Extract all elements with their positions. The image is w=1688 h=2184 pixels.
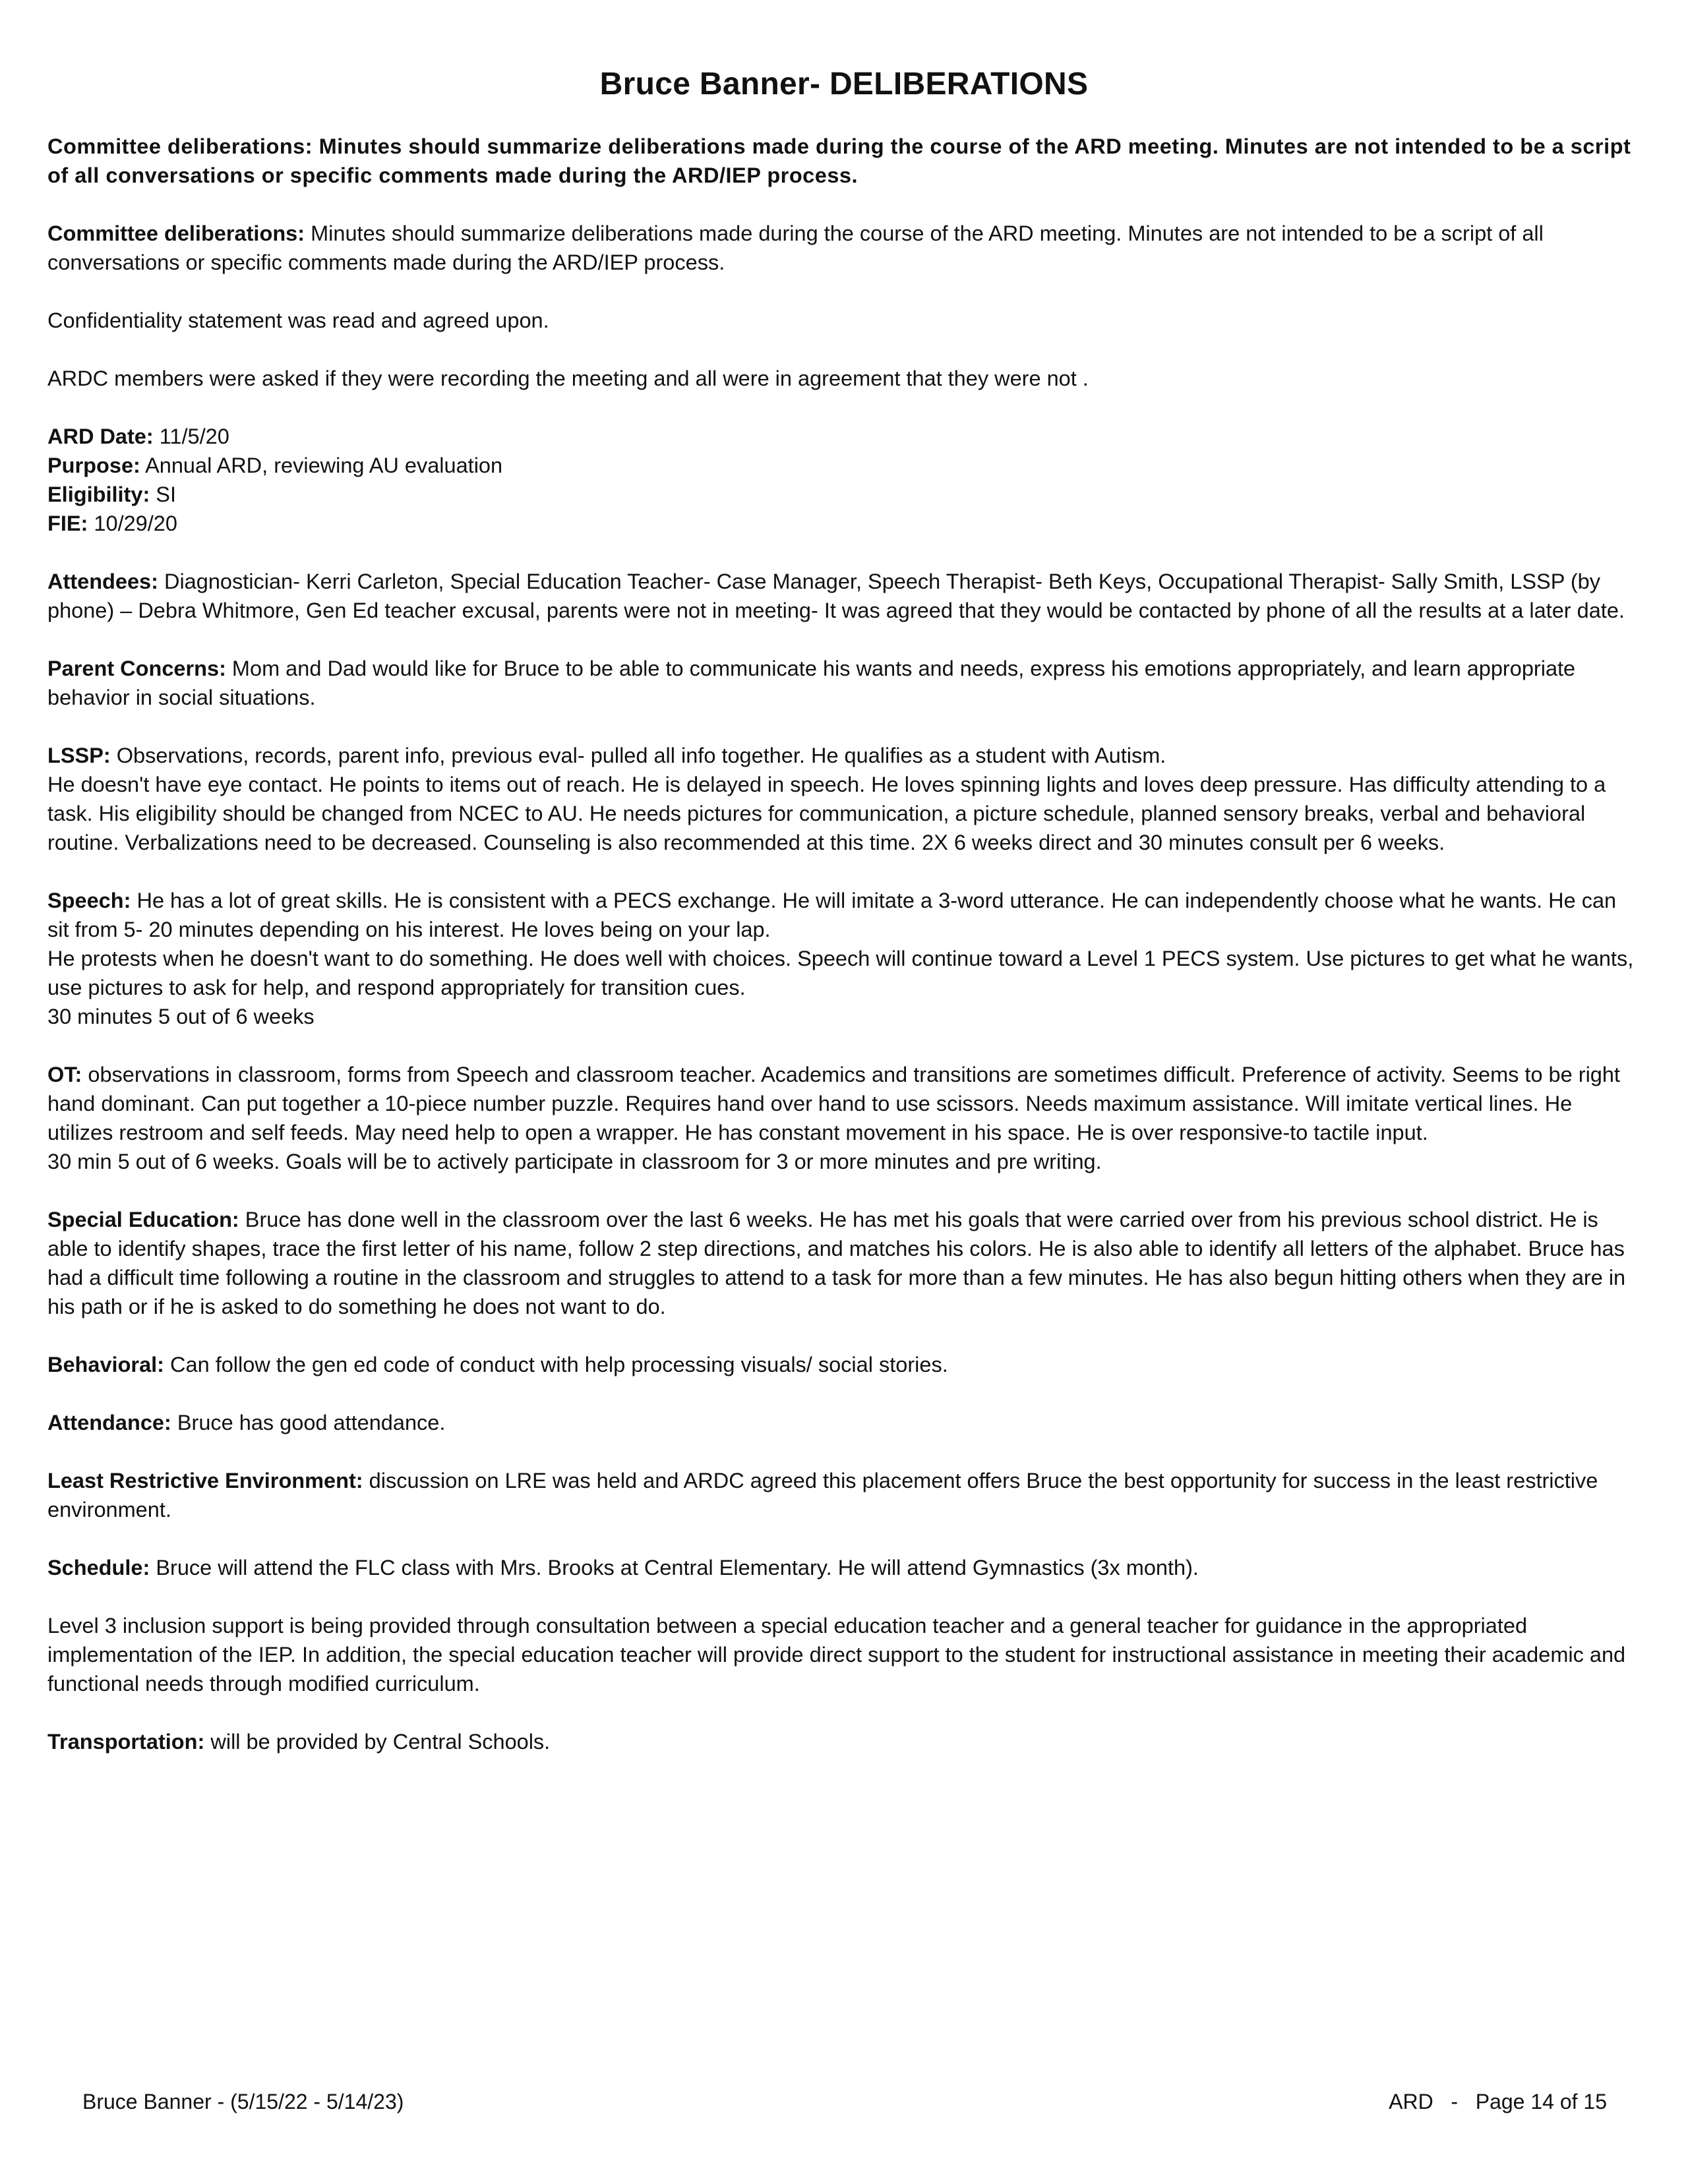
attendance-label: Attendance: [47, 1411, 171, 1434]
lre-text: discussion on LRE was held and ARDC agreed this placement offers Bruce the best opportunity for success in the least restrictive environment. [47, 1469, 1598, 1521]
behavioral-label: Behavioral: [47, 1353, 165, 1376]
schedule-label: Schedule: [47, 1556, 150, 1579]
attendees-text: Diagnostician- Kerri Carleton, Special Education Teacher- Case Manager, Speech Therapist- Beth Keys, Occupational Therapist- Sally Smith, LSSP (by phone) – Debra Whitmore, Gen Ed teacher excusal, parents were not in meeting- It was agreed that they would be contacted by phone of all the results at a later date. [47, 570, 1625, 622]
ard-date-line [47, 422, 1641, 451]
ot-line-1 [47, 1060, 1641, 1147]
fie-value: 10/29/20 [88, 512, 177, 535]
parent-concerns-section [47, 654, 1641, 712]
attendees-label: Attendees: [47, 570, 158, 593]
attendance-text: Bruce has good attendance. [171, 1411, 446, 1434]
ot-section [47, 1060, 1641, 1176]
transportation-text: will be provided by Central Schools. [204, 1730, 551, 1754]
lssp-text-2: He doesn't have eye contact. He points to items out of reach. He is delayed in speech. He loves spinning lights and loves deep pressure. Has difficulty attending to a task. His eligibility should be changed from NCEC to AU. He needs pictures for communication, a picture schedule, planned sensory breaks, verbal and behavioral routine. Verbalizations need to be decreased. Counseling is also recommended at this time. 2X 6 weeks direct and 30 minutes consult per 6 weeks. [47, 773, 1606, 854]
speech-section [47, 886, 1641, 1031]
lre-label: Least Restrictive Environment: [47, 1469, 363, 1492]
ot-text-2: 30 min 5 out of 6 weeks. Goals will be to actively participate in classroom for 3 or more minutes and pre writing. [47, 1150, 1102, 1173]
purpose-value: Annual ARD, reviewing AU evaluation [140, 454, 503, 477]
ot-text-1: observations in classroom, forms from Speech and classroom teacher. Academics and transitions are sometimes difficult. Preference of activity. Seems to be right hand dominant. Can put together a 10-piece number puzzle. Requires hand over hand to use scissors. Needs maximum assistance. Will imitate vertical lines. He utilizes restroom and self feeds. May need help to open a wrapper. He has constant movement in his space. He is over responsive-to tactile input. [47, 1063, 1620, 1144]
behavioral-section [47, 1350, 1641, 1379]
confidentiality-statement: Confidentiality statement was read and agreed upon. [47, 309, 549, 332]
speech-text-3: 30 minutes 5 out of 6 weeks [47, 1005, 315, 1028]
fie-label: FIE: [47, 512, 88, 535]
transportation-label: Transportation: [47, 1730, 205, 1754]
ard-date-value: 11/5/20 [153, 425, 229, 448]
ard-date-label: ARD Date: [47, 425, 154, 448]
parent-concerns-text: Mom and Dad would like for Bruce to be able to communicate his wants and needs, express his emotions appropriately, and learn appropriate behavior in social situations. [47, 657, 1576, 709]
lssp-text-1: Observations, records, parent info, previous eval- pulled all info together. He qualifies as a student with Autism. [110, 744, 1166, 767]
footer-page-number: ARD - Page 14 of 15 [1389, 2090, 1607, 2113]
inclusion-statement: Level 3 inclusion support is being provided through consultation between a special education teacher and a general teacher for guidance in the appropriated implementation of the IEP. In addition, the special education teacher will provide direct support to the student for instructional assistance in meeting their academic and functional needs through modified curriculum. [47, 1614, 1626, 1696]
parent-concerns-label: Parent Concerns: [47, 657, 226, 680]
speech-line-1 [47, 886, 1641, 944]
purpose-label: Purpose: [47, 454, 140, 477]
eligibility-line [47, 480, 1641, 509]
lssp-section [47, 741, 1641, 857]
committee-deliberations-section [47, 219, 1641, 277]
fie-line [47, 509, 1641, 538]
footer-student-info: Bruce Banner - (5/15/22 - 5/14/23) [82, 2090, 404, 2113]
page-title: Bruce Banner- DELIBERATIONS [599, 67, 1089, 102]
transportation-section [47, 1727, 1641, 1756]
speech-label: Speech: [47, 889, 131, 912]
purpose-line [47, 451, 1641, 480]
eligibility-value: SI [150, 483, 177, 506]
intro-statement: Committee deliberations: Minutes should summarize deliberations made during the course of the ARD meeting. Minutes are not intended to be a script of all conversations or specific comments made during the ARD/IEP process. [47, 134, 1631, 187]
eligibility-label: Eligibility: [47, 483, 150, 506]
lssp-label: LSSP: [47, 744, 111, 767]
lssp-line-1 [47, 741, 1641, 770]
ot-label: OT: [47, 1063, 82, 1086]
committee-text: Minutes should summarize deliberations made during the course of the ARD meeting. Minutes are not intended to be a script of all conversations or specific comments made during the ARD/IEP process. [47, 221, 1544, 274]
special-education-section [47, 1205, 1641, 1321]
attendees-section [47, 567, 1641, 625]
recording-statement: ARDC members were asked if they were recording the meeting and all were in agreement that they were not . [47, 367, 1089, 390]
special-education-text: Bruce has done well in the classroom over the last 6 weeks. He has met his goals that were carried over from his previous school district. He is able to identify shapes, trace the first letter of his name, follow 2 step directions, and matches his colors. He is also able to identify all letters of the alphabet. Bruce has had a difficult time following a routine in the classroom and struggles to attend to a task for more than a few minutes. He has also begun hitting others when they are in his path or if he is asked to do something he does not want to do. [47, 1208, 1626, 1318]
schedule-text: Bruce will attend the FLC class with Mrs. Brooks at Central Elementary. He will attend Gymnastics (3x month). [150, 1556, 1199, 1579]
special-education-label: Special Education: [47, 1208, 239, 1231]
meeting-meta-section [47, 422, 1641, 538]
speech-text-1: He has a lot of great skills. He is consistent with a PECS exchange. He will imitate a 3-word utterance. He can independently choose what he wants. He can sit from 5- 20 minutes depending on his interest. He loves being on your lap. [47, 889, 1617, 941]
attendance-section [47, 1408, 1641, 1437]
speech-text-2: He protests when he doesn't want to do something. He does well with choices. Speech will continue toward a Level 1 PECS system. Use pictures to get what he wants, use pictures to ask for help, and respond appropriately for transition cues. [47, 947, 1634, 999]
committee-label: Committee deliberations: [47, 221, 305, 245]
schedule-section [47, 1553, 1641, 1582]
behavioral-text: Can follow the gen ed code of conduct with help processing visuals/ social stories. [164, 1353, 948, 1376]
document-body [47, 132, 1641, 1785]
lre-section [47, 1466, 1641, 1524]
